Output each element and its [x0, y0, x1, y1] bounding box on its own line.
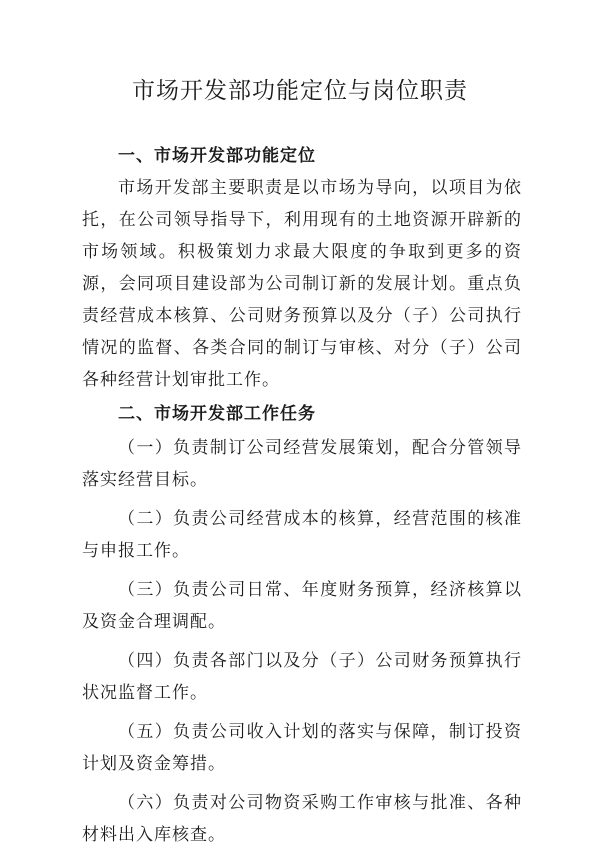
document-title: 市场开发部功能定位与岗位职责 [132, 78, 468, 104]
task-item-3: （三）负责公司日常、年度财务预算，经济核算以及资金合理调配。 [82, 580, 522, 632]
task-item-2: （二）负责公司经营成本的核算，经营范围的核准与申报工作。 [82, 509, 522, 561]
task-item-4: （四）负责各部门以及分（子）公司财务预算执行状况监督工作。 [82, 651, 522, 703]
task-item-5: （五）负责公司收入计划的落实与保障，制订投资计划及资金筹措。 [82, 722, 522, 774]
task-item-1: （一）负责制订公司经营发展策划，配合分管领导落实经营目标。 [82, 438, 522, 490]
section-1-heading: 一、市场开发部功能定位 [118, 146, 316, 166]
task-item-6: （六）负责对公司物资采购工作审核与批准、各种材料出入库核查。 [82, 793, 522, 845]
document-body [82, 140, 522, 858]
section-1-paragraph: 市场开发部主要职责是以市场为导向，以项目为依托，在公司领导指导下，利用现有的土地资源开辟新的市场领域。积极策划力求最大限度的争取到更多的资源，会同项目建设部为公司制订新的发展计划。重点负责经营成本核算、公司财务预算以及分（子）公司执行情况的监督、各类合同的制订与审核、对分（子）公司各种经营计划审批工作。 [82, 178, 522, 390]
section-2-heading: 二、市场开发部工作任务 [118, 404, 316, 424]
